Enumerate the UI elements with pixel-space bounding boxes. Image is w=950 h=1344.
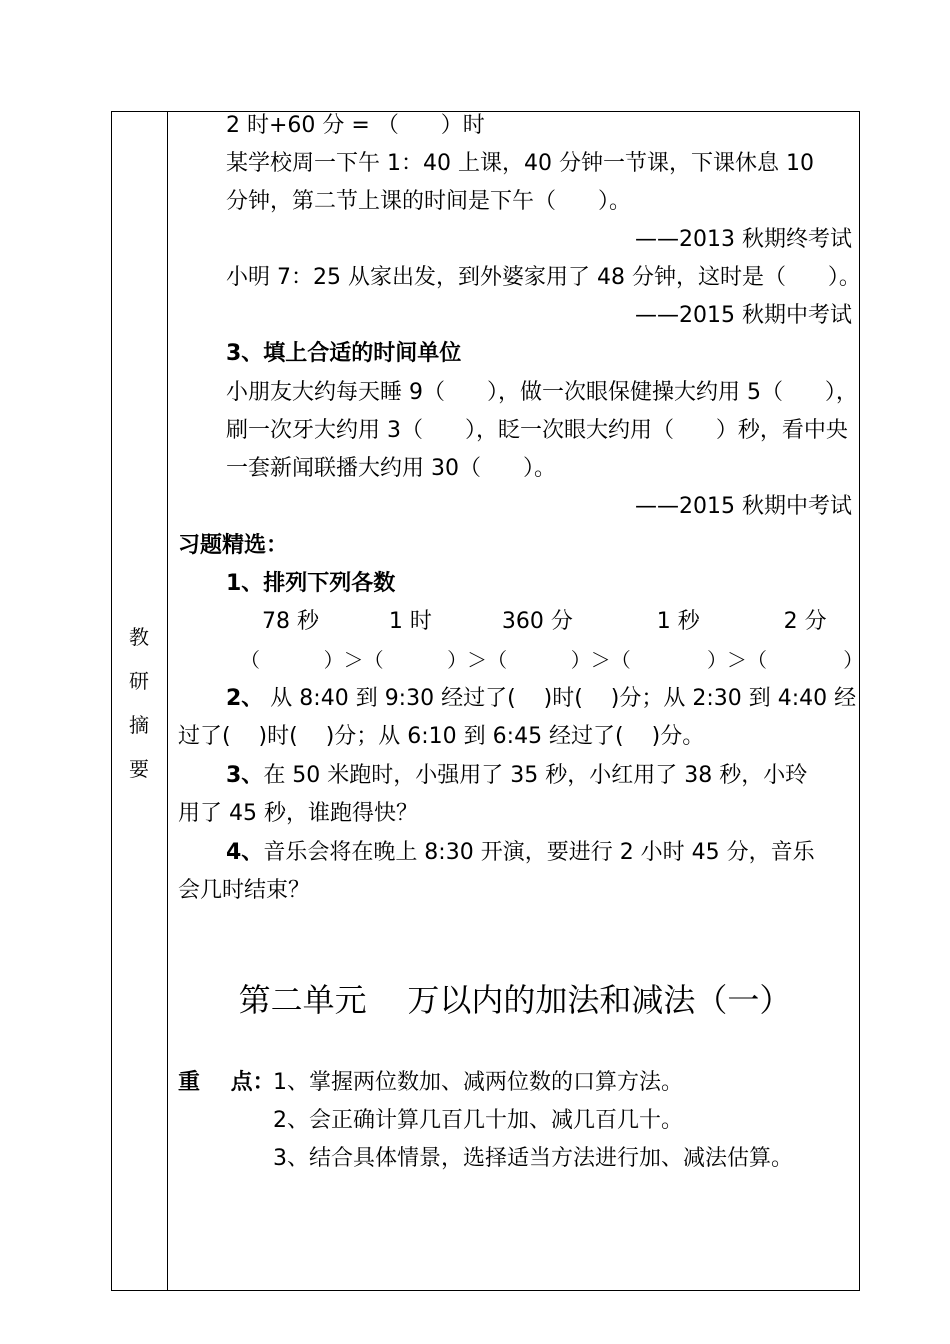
exercise-4-text: 音乐会将在晚上 8:30 开演，要进行 2 小时 45 分，音乐	[263, 840, 815, 865]
sidebar-label	[111, 615, 167, 791]
sidebar-char: 教	[129, 625, 149, 649]
exercise-4-number: 4、	[226, 840, 264, 865]
sidebar-char: 研	[129, 669, 149, 693]
exam-source-2015-b: ——2015 秋期中考试	[635, 494, 852, 519]
exercise-2-number: 2、	[226, 686, 264, 711]
key-points-label: 重 点：	[178, 1070, 275, 1095]
exercise-1-title: 1、排列下列各数	[226, 571, 396, 596]
exercise-3-line-2: 用了 45 秒，谁跑得快？	[178, 801, 418, 826]
school-question-line-1: 某学校周一下午 1：40 上课，40 分钟一节课，下课休息 10	[226, 151, 814, 176]
exercise-4-line-1	[226, 838, 815, 868]
exercise-4-line-2: 会几时结束？	[178, 878, 311, 903]
exercise-3-number: 3、	[226, 763, 264, 788]
units-question-line-3: 一套新闻联播大约用 30（ ）。	[226, 456, 556, 481]
exercise-2-text: 从 8:40 到 9:30 经过了( )时( )分；从 2:30 到 4:40 经	[263, 686, 857, 711]
exercise-3-line-1	[226, 761, 807, 791]
exercise-2-line-2: 过了( )时( )分；从 6:10 到 6:45 经过了( )分。	[178, 724, 705, 749]
exam-source-2013: ——2013 秋期终考试	[635, 227, 852, 252]
xiaoming-question: 小明 7：25 从家出发，到外婆家用了 48 分钟，这时是（ ）。	[226, 265, 861, 290]
key-point-3: 3、结合具体情景，选择适当方法进行加、减法估算。	[273, 1146, 793, 1171]
sidebar-char: 摘	[129, 713, 149, 737]
school-question-line-2: 分钟，第二节上课的时间是下午（ ）。	[226, 189, 631, 214]
exercise-2-line-1	[226, 684, 856, 714]
exercises-heading: 习题精选：	[178, 533, 289, 558]
unit-2-title: 第二单元 万以内的加法和减法（一）	[238, 981, 792, 1019]
section-3-title: 3、填上合适的时间单位	[226, 341, 462, 366]
exercise-1-items: 78 秒 1 时 360 分 1 秒 2 分	[262, 609, 827, 634]
time-conversion-question: 2 时+60 分 = （ ）时	[226, 113, 485, 138]
units-question-line-1: 小朋友大约每天睡 9（ ），做一次眼保健操大约用 5（ ），	[226, 380, 858, 405]
exercise-3-text: 在 50 米跑时，小强用了 35 秒，小红用了 38 秒，小玲	[263, 763, 808, 788]
key-point-2: 2、会正确计算几百几十加、减几百几十。	[273, 1108, 683, 1133]
column-divider	[167, 111, 168, 1291]
exercise-1-blanks: （ ）＞（ ）＞（ ）＞（ ）＞（ ）	[240, 648, 864, 672]
key-point-1: 1、掌握两位数加、减两位数的口算方法。	[273, 1070, 683, 1095]
sidebar-char: 要	[129, 757, 149, 781]
exam-source-2015-a: ——2015 秋期中考试	[635, 303, 852, 328]
units-question-line-2: 刷一次牙大约用 3（ ），眨一次眼大约用（ ）秒，看中央	[226, 418, 848, 443]
